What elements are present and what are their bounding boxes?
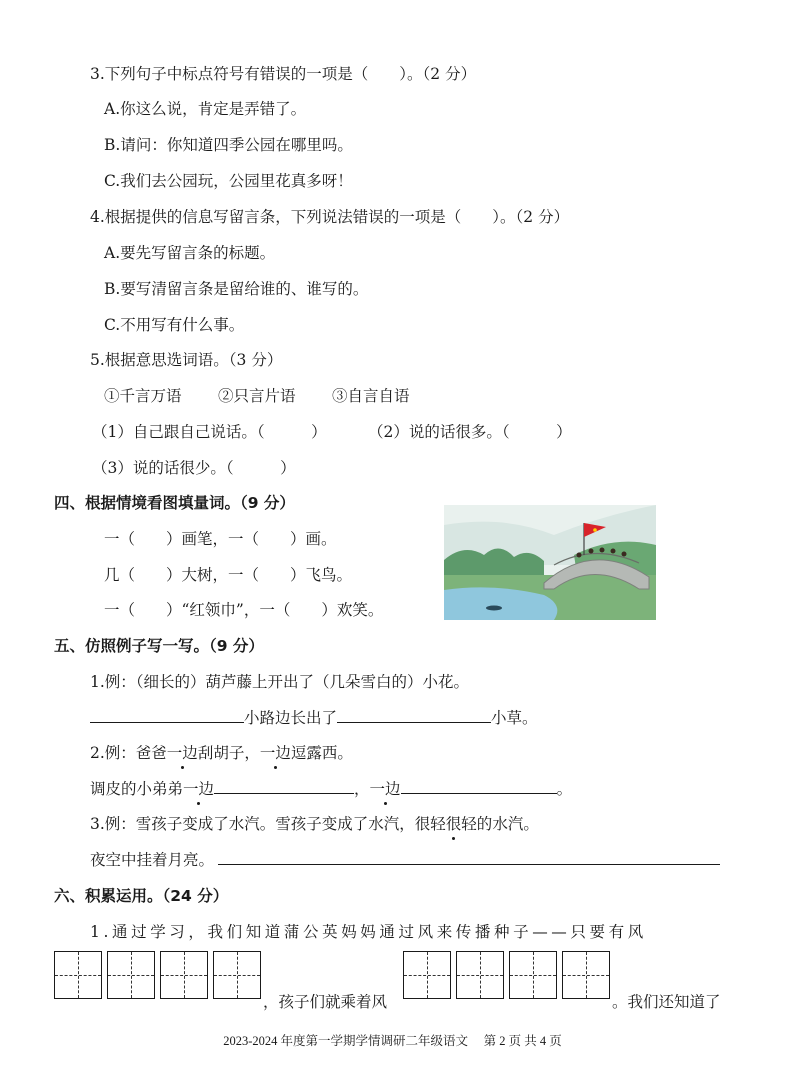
line2-end: 。 [556, 780, 573, 798]
writing-cell[interactable] [160, 951, 208, 999]
boat [486, 606, 502, 611]
ex2-dotted-1: 一边 [167, 741, 198, 763]
sec4-line-1: 一（ ）画笔，一（ ）画。 [104, 530, 337, 548]
line2-comma: ， [354, 780, 370, 798]
q4-option-c: C.不用写有什么事。 [104, 316, 245, 334]
ex3-dotted: 很轻很轻的 [415, 812, 493, 834]
writing-grid-right [403, 951, 610, 999]
writing-cell[interactable] [403, 951, 451, 999]
q3-option-c: C.我们去公园玩，公园里花真多呀！ [104, 172, 353, 190]
ex2-pre: 2.例：爸爸 [90, 744, 167, 762]
sec4-line-3: 一（ ）“红领巾”，一（ ）欢笑。 [104, 601, 384, 619]
answer-blank[interactable] [90, 708, 244, 723]
q4-stem: 4.根据提供的信息写留言条，下列说法错误的一项是（ ）。（2 分） [90, 208, 570, 226]
answer-blank[interactable] [337, 708, 491, 723]
bridge-illustration [444, 505, 656, 620]
section-6-title: 六、积累运用。（24 分） [54, 887, 229, 905]
page-footer: 2023-2024 年度第一学期学情调研二年级语文 第 2 页 共 4 页 [223, 1034, 562, 1048]
flag-star [593, 528, 597, 532]
ex3-pre: 3.例：雪孩子变成了水汽。雪孩子变成了水汽， [90, 815, 415, 833]
ex2-end: 逗露西。 [290, 744, 353, 762]
q5-item-1: （1）自己跟自己说话。（ ） [92, 423, 327, 441]
writing-cell[interactable] [562, 951, 610, 999]
answer-blank[interactable] [218, 850, 720, 865]
section-4-title: 四、根据情境看图填量词。（9 分） [54, 494, 295, 512]
child-4 [611, 549, 616, 554]
child-2 [589, 549, 594, 554]
line2-dotted-2: 一边 [370, 777, 401, 799]
ex2-mid: 刮胡子， [197, 744, 260, 762]
q3-option-b: B.请问：你知道四季公园在哪里吗。 [104, 136, 353, 154]
answer-blank[interactable] [214, 779, 354, 794]
writing-cell[interactable] [456, 951, 504, 999]
section-5-title: 五、仿照例子写一写。（9 分） [54, 637, 264, 655]
writing-cell[interactable] [107, 951, 155, 999]
sec5-example-2 [90, 741, 353, 763]
q5-item-3: （3）说的话很少。（ ） [92, 459, 296, 477]
q4-option-b: B.要写清留言条是留给谁的、谁写的。 [104, 280, 369, 298]
q4-option-a: A.要先写留言条的标题。 [104, 244, 276, 262]
q5-option-2: ②只言片语 [218, 387, 296, 405]
sec6-mid: ，孩子们就乘着风 [263, 993, 388, 1011]
q5-option-3: ③自言自语 [332, 387, 410, 405]
child-1 [577, 553, 582, 558]
sec4-line-2: 几（ ）大树，一（ ）飞鸟。 [104, 566, 353, 584]
child-3 [600, 548, 605, 553]
ex3-end: 水汽。 [492, 815, 539, 833]
q5-option-1: ①千言万语 [104, 387, 182, 405]
sec5-line-2 [90, 777, 572, 799]
line1-end: 小草。 [491, 709, 538, 727]
q3-stem: 3.下列句子中标点符号有错误的一项是（ ）。（2 分） [90, 65, 477, 83]
line1-mid: 小路边长出了 [244, 709, 338, 727]
writing-cell[interactable] [54, 951, 102, 999]
writing-cell[interactable] [213, 951, 261, 999]
line2-pre: 调皮的小弟弟 [90, 780, 184, 798]
sec6-end: 。我们还知道了 [612, 993, 721, 1011]
sec5-example-1: 1.例：（细长的）葫芦藤上开出了（几朵雪白的）小花。 [90, 673, 470, 691]
sec5-example-3 [90, 812, 539, 834]
q5-item-2: （2）说的话很多。（ ） [368, 423, 572, 441]
ex2-dotted-2: 一边 [260, 741, 291, 763]
writing-grid-left [54, 951, 261, 999]
line3-pre: 夜空中挂着月亮。 [90, 851, 215, 869]
child-5 [622, 552, 627, 557]
writing-cell[interactable] [509, 951, 557, 999]
q5-stem: 5.根据意思选词语。（3 分） [90, 351, 283, 369]
q3-option-a: A.你这么说，肯定是弄错了。 [104, 100, 307, 118]
sec6-line-1: 1.通过学习，我们知道蒲公英妈妈通过风来传播种子——只要有风 [90, 923, 647, 941]
sec5-line-3 [90, 848, 720, 870]
sec5-line-1 [90, 706, 538, 728]
line2-dotted-1: 一边 [183, 777, 214, 799]
answer-blank[interactable] [401, 779, 557, 794]
